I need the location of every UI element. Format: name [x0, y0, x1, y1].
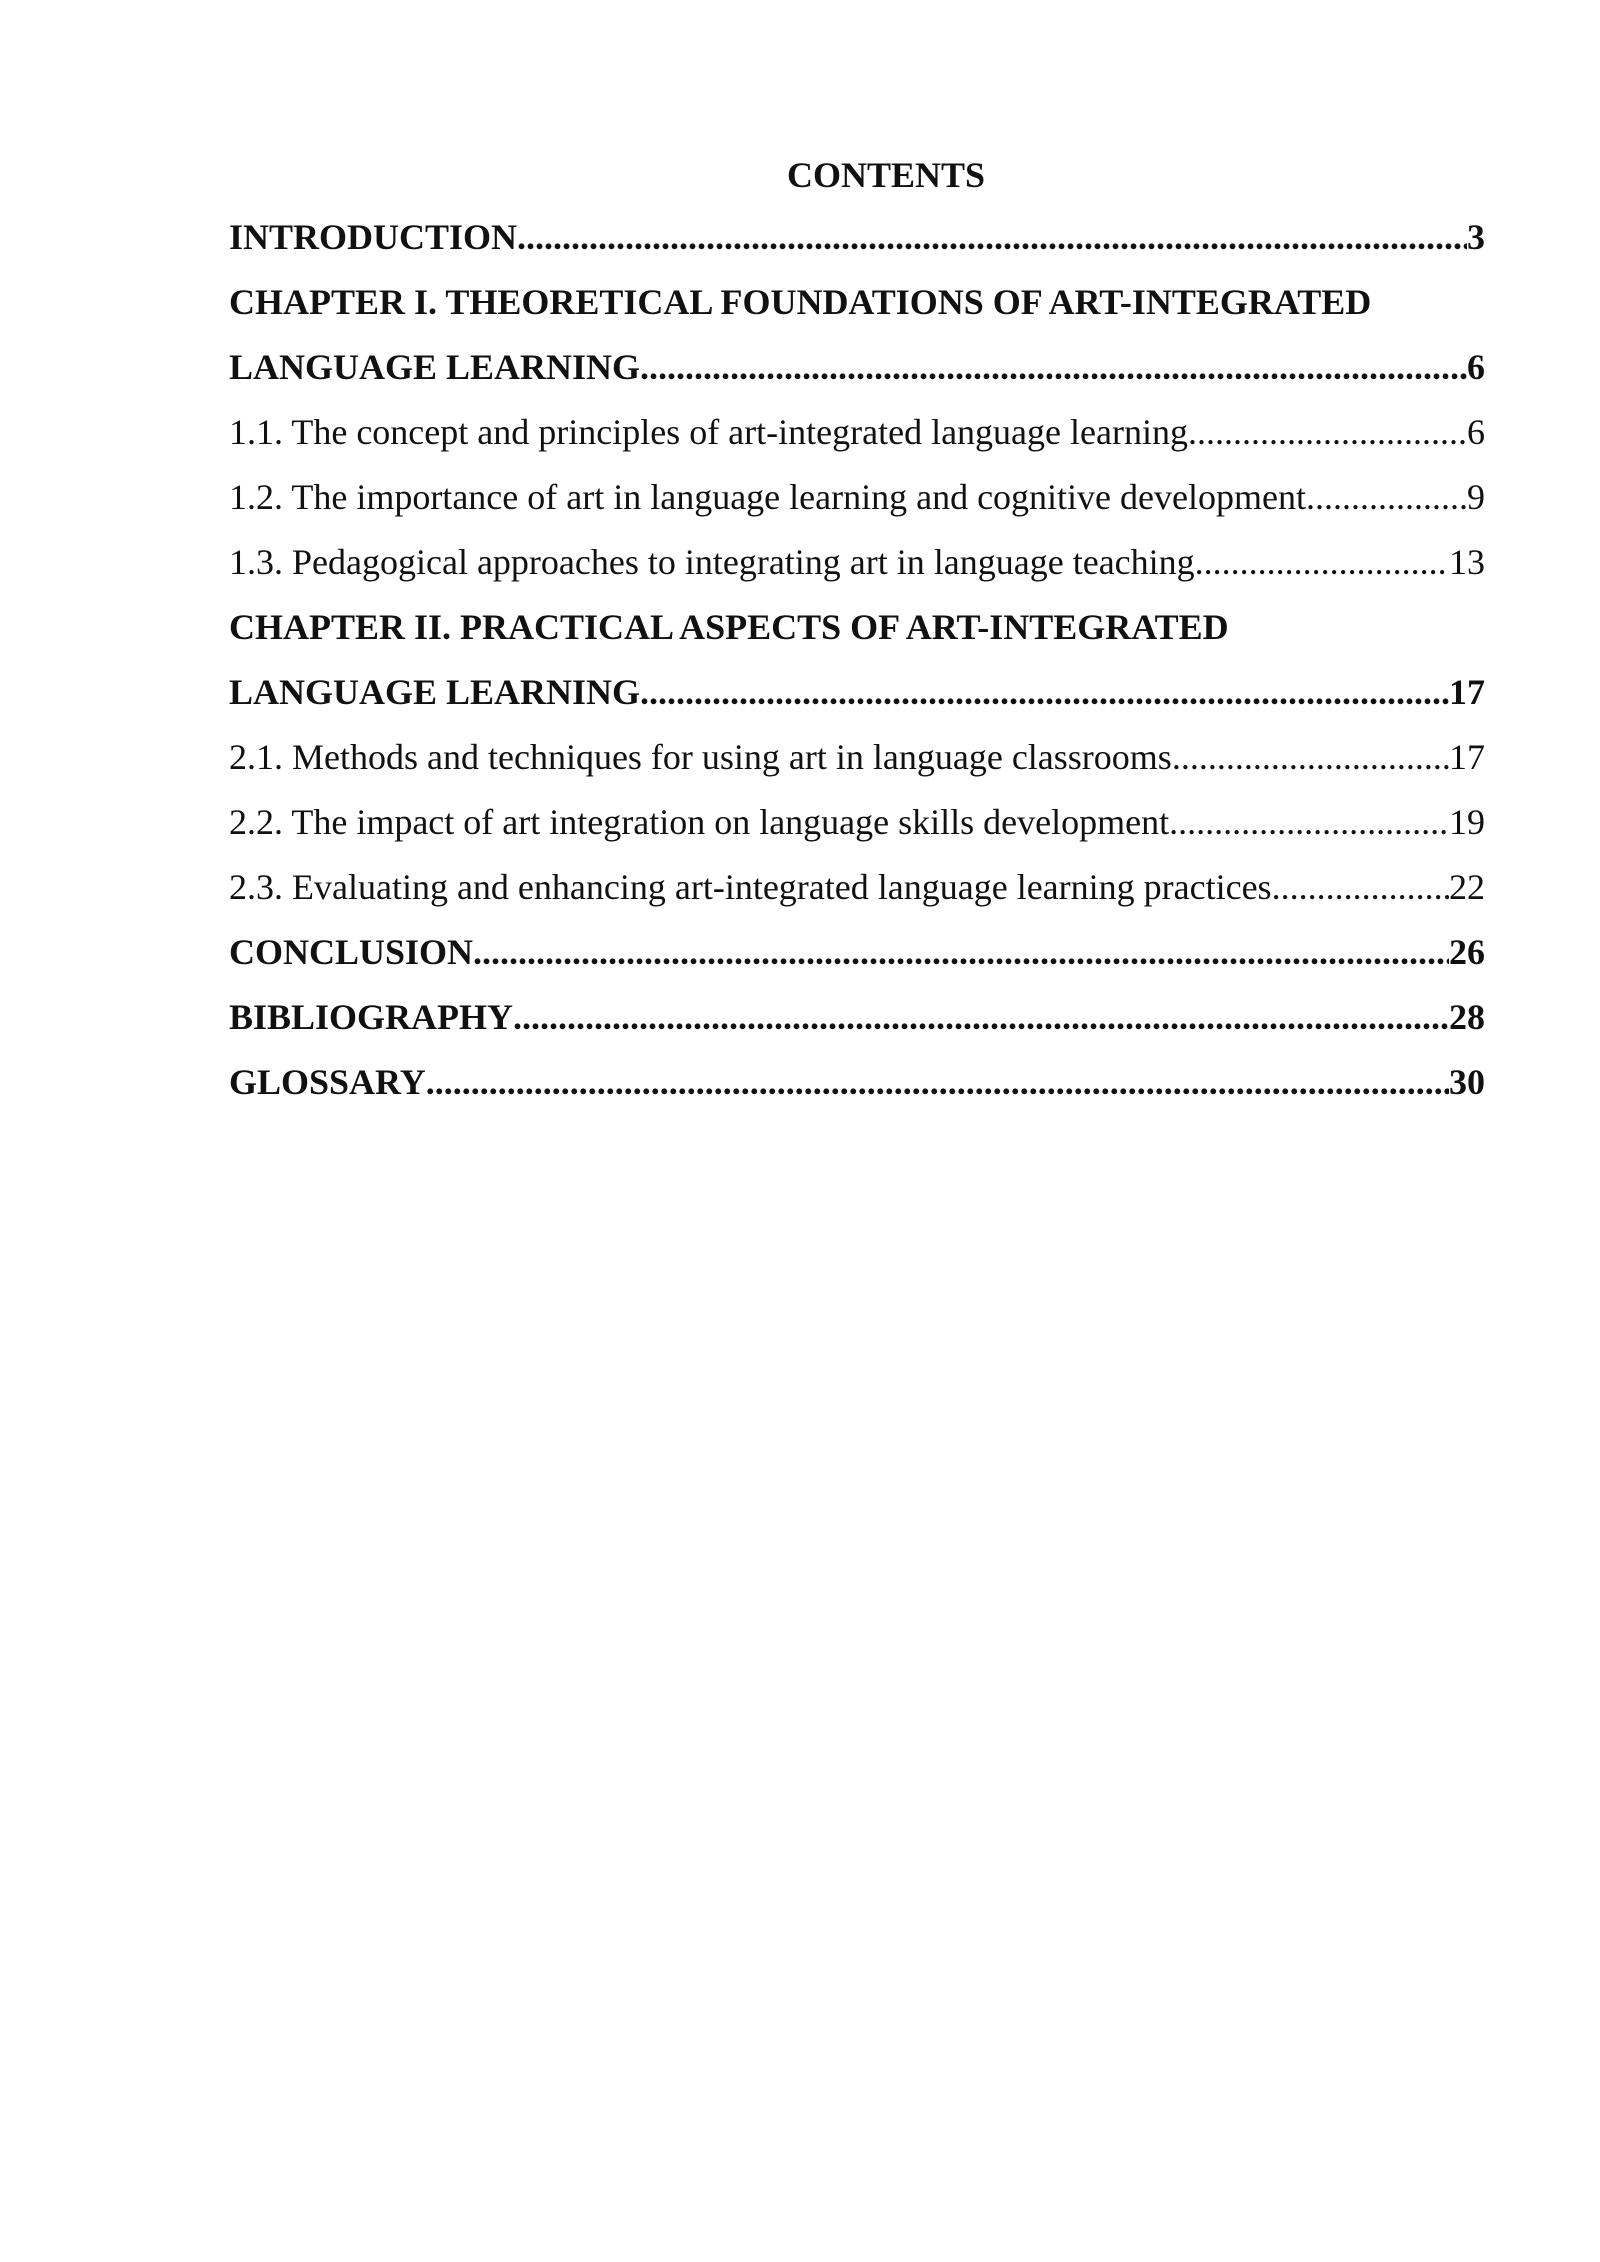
- toc-entry-chapter-1[interactable]: [229, 270, 1485, 335]
- toc-entry-1-1[interactable]: [229, 400, 1485, 465]
- toc-entry-label: 1.3. Pedagogical approaches to integrating art in language teaching: [229, 542, 1195, 582]
- contents-heading: CONTENTS: [786, 155, 986, 195]
- dot-leader: [1188, 400, 1467, 465]
- toc-entry-label: 1.1. The concept and principles of art-integrated language learning: [229, 412, 1188, 452]
- toc-entry-label: 2.3. Evaluating and enhancing art-integrated language learning practices: [229, 867, 1272, 907]
- dot-leader: [1195, 530, 1449, 595]
- dot-leader: [640, 660, 1449, 725]
- toc-list: [229, 205, 1485, 1115]
- toc-entry-1-3[interactable]: [229, 530, 1485, 595]
- toc-entry-introduction[interactable]: [229, 205, 1485, 270]
- toc-entry-page: 26: [1449, 932, 1485, 972]
- toc-entry-label: LANGUAGE LEARNING: [229, 672, 641, 712]
- toc-entry-page: 6: [1467, 347, 1485, 387]
- dot-leader: [473, 920, 1449, 985]
- toc-entry-label: 1.2. The importance of art in language learning and cognitive development: [229, 477, 1306, 517]
- toc-entry-label: 2.2. The impact of art integration on language skills development: [229, 802, 1170, 842]
- toc-entry-page: 19: [1449, 802, 1485, 842]
- toc-entry-page: 28: [1449, 997, 1485, 1037]
- toc-entry-conclusion[interactable]: [229, 920, 1485, 985]
- dot-leader: [1172, 725, 1449, 790]
- toc-entry-label: LANGUAGE LEARNING: [229, 347, 641, 387]
- toc-entry-chapter-2-cont[interactable]: [229, 660, 1485, 725]
- toc-entry-page: 17: [1449, 737, 1485, 777]
- toc-entry-page: 17: [1449, 672, 1485, 712]
- toc-entry-glossary[interactable]: [229, 1050, 1485, 1115]
- dot-leader: [426, 1050, 1449, 1115]
- dot-leader: [640, 335, 1467, 400]
- toc-entry-label: GLOSSARY: [229, 1062, 426, 1102]
- toc-entry-2-1[interactable]: [229, 725, 1485, 790]
- toc-entry-page: 3: [1467, 217, 1485, 257]
- toc-entry-page: 9: [1467, 477, 1485, 517]
- toc-entry-2-2[interactable]: [229, 790, 1485, 855]
- toc-entry-label: CHAPTER I. THEORETICAL FOUNDATIONS OF ART-INTEGRATED: [229, 282, 1372, 322]
- dot-leader: [513, 985, 1449, 1050]
- dot-leader: [517, 205, 1467, 270]
- dot-leader: [1169, 790, 1449, 855]
- toc-entry-label: 2.1. Methods and techniques for using art in language classrooms: [229, 737, 1172, 777]
- toc-entry-2-3[interactable]: [229, 855, 1485, 920]
- toc-entry-page: 6: [1467, 412, 1485, 452]
- table-of-contents: [229, 145, 1485, 1115]
- toc-entry-label: CONCLUSION: [229, 932, 474, 972]
- toc-entry-chapter-1-cont[interactable]: [229, 335, 1485, 400]
- dot-leader: [1306, 465, 1467, 530]
- toc-entry-label: CHAPTER II. PRACTICAL ASPECTS OF ART-INTEGRATED: [229, 607, 1229, 647]
- toc-entry-chapter-2[interactable]: [229, 595, 1485, 660]
- toc-entry-page: 13: [1449, 542, 1485, 582]
- toc-entry-page: 22: [1449, 867, 1485, 907]
- toc-entry-page: 30: [1449, 1062, 1485, 1102]
- dot-leader: [1272, 855, 1449, 920]
- toc-entry-label: INTRODUCTION: [229, 217, 518, 257]
- toc-entry-1-2[interactable]: [229, 465, 1485, 530]
- toc-entry-label: BIBLIOGRAPHY: [229, 997, 514, 1037]
- toc-entry-bibliography[interactable]: [229, 985, 1485, 1050]
